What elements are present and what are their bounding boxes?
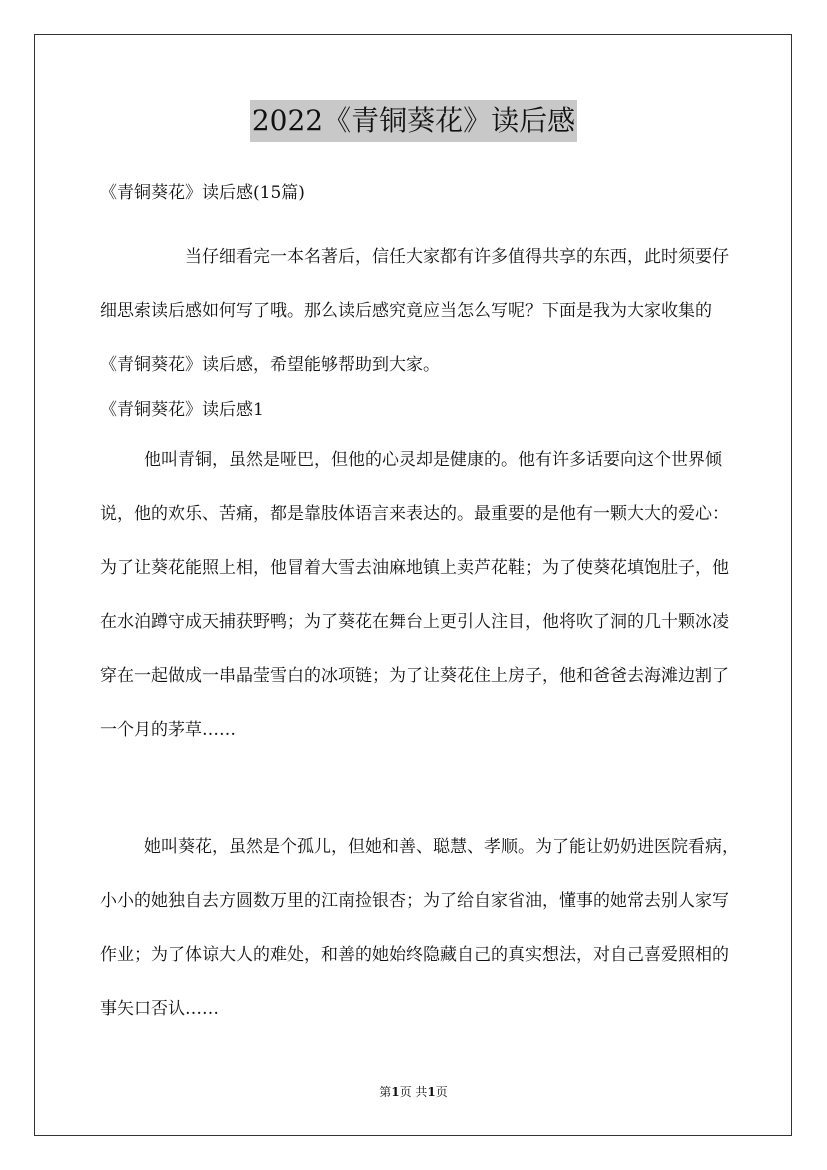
body-paragraph-2: 她叫葵花，虽然是个孤儿，但她和善、聪慧、孝顺。为了能让奶奶进医院看病，小小的她独自去方圆数万里的江南捡银杏；为了给自家省油，懂事的她常去别人家写作业；为了体谅大人的难处，和善的她始终隐藏自己的真实想法，对自己喜爱照相的事矢口否认…… (100, 837, 739, 1019)
footer-page-current: 1 (391, 1085, 400, 1099)
footer-page-mid: 页 共 (399, 1085, 428, 1099)
body-paragraph-1: 他叫青铜，虽然是哑巴，但他的心灵却是健康的。他有许多话要向这个世界倾说，他的欢乐、苦痛，都是靠肢体语言来表达的。最重要的是他有一颗大大的爱心：为了让葵花能照上相，他冒着大雪去油麻地镇上卖芦花鞋；为了使葵花填饱肚子，他在水泊蹲守成天捕获野鸭；为了葵花在舞台上更引人注目，他将吹了洞的几十颗冰凌穿在一起做成一串晶莹雪白的冰项链；为了让葵花住上房子，他和爸爸去海滩边割了一个月的茅草…… (100, 450, 729, 740)
footer-page-total: 1 (427, 1085, 436, 1099)
footer-page-prefix: 第 (379, 1085, 392, 1099)
intro-paragraph (100, 230, 740, 392)
footer-page-suffix: 页 (435, 1085, 448, 1099)
document-subtitle: 《青铜葵花》读后感(15篇) (100, 183, 305, 203)
page-footer (0, 1082, 827, 1102)
document-title: 2022《青铜葵花》读后感 (250, 100, 577, 142)
intro-text: 当仔细看完一本名著后，信任大家都有许多值得共享的东西，此时须要仔细思索读后感如何写了哦。那么读后感究竟应当怎么写呢？下面是我为大家收集的《青铜葵花》读后感，希望能够帮助到大家。 (100, 247, 729, 375)
section-heading: 《青铜葵花》读后感1 (100, 400, 264, 420)
title-container (0, 100, 827, 142)
